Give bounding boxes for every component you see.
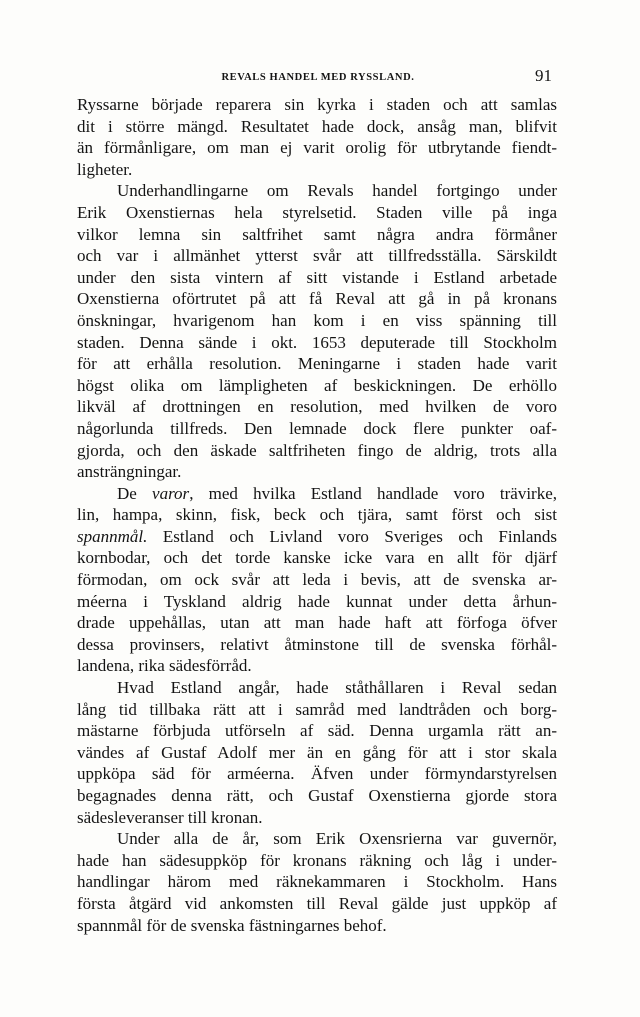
text-line: och var i allmänhet ytterst svår att tillfredsställa. Särskildt [77, 246, 557, 266]
text-line: staden. Denna sände i okt. 1653 deputerade till Stockholm [77, 332, 557, 352]
text-line [77, 483, 557, 505]
text-line: kornbodar, och det torde kanske icke vara en allt för djärf [77, 548, 557, 568]
text-line: förmodan, om ock svår att leda i bevis, att de svenska ar- [77, 570, 557, 590]
text-line [77, 526, 557, 548]
text-line: vändes af Gustaf Adolf mer än en gång för att i stor skala [77, 742, 557, 762]
paragraph [77, 677, 557, 828]
paragraph [77, 180, 557, 482]
text-line: lin, hampa, skinn, fisk, beck och tjära, samt först och sist [77, 505, 557, 525]
text-line: uppköpa säd för arméerna. Äfven under förmyndarstyrelsen [77, 764, 557, 784]
text-line: gjorda, och den äskade saltfriheten fingo de aldrig, trots alla [77, 440, 557, 460]
text-line: vilkor lemna sin saltfrihet samt några andra förmåner [77, 224, 557, 244]
italic-term: spannmål. [77, 526, 148, 546]
text-line: méerna i Tyskland aldrig hade kunnat under detta århun- [77, 591, 557, 611]
text-line: för att erhålla resolution. Meningarne i staden hade varit [77, 354, 557, 374]
italic-term: varor [152, 483, 190, 503]
text-line: någorlunda tillfreds. Den lemnade dock flere punkter oaf- [77, 418, 557, 438]
text-line: under den sista vintern af sitt vistande i Estland arbetade [77, 267, 557, 287]
text-line: önskningar, hvarigenom han kom i en viss spänning till [77, 310, 557, 330]
text-line: ansträngningar. [77, 462, 182, 482]
text-line: landena, rika sädesförråd. [77, 656, 252, 676]
text-line: Ryssarne började reparera sin kyrka i staden och att samlas [77, 95, 557, 114]
text-line: mästarne förbjuda utförseln af säd. Denna urgamla rätt an- [77, 721, 557, 741]
text-span: Estland och Livland voro Sveriges och Finlands [147, 526, 557, 546]
text-line: än förmånligare, om man ej varit orolig för utbrytande fiendt- [77, 138, 557, 158]
paragraph [77, 94, 557, 180]
running-head [78, 66, 558, 94]
text-line: dit i större mängd. Resultatet hade dock, ansåg man, blifvit [77, 116, 557, 136]
running-title: REVALS HANDEL MED RYSSLAND. [221, 72, 415, 83]
text-line: begagnades denna rätt, och Gustaf Oxenstierna gjorde stora [77, 786, 557, 805]
page-number: 91 [535, 66, 552, 85]
text-line: högst olika om lämpligheten af beskickningen. De erhöllo [77, 375, 557, 395]
text-line: Erik Oxenstiernas hela styrelsetid. Staden ville på inga [77, 202, 557, 222]
paragraph [77, 828, 557, 936]
text-line: Underhandlingarne om Revals handel fortgingo under [117, 181, 557, 201]
text-line: drade uppehållas, utan att man hade haft att förfoga öfver [77, 613, 557, 633]
text-line: dessa provinsers, relativt åtminstone till de svenska förhål- [77, 634, 557, 654]
text-line: spannmål för de svenska fästningarnes behof. [77, 915, 387, 935]
text-line: första åtgärd vid ankomsten till Reval gälde just uppköp af [77, 893, 557, 913]
text-line: lång tid tillbaka rätt att i samråd med landtråden och borg- [77, 699, 557, 719]
text-line: Hvad Estland angår, hade ståthållaren i Reval sedan [117, 678, 557, 698]
text-span: , med hvilka Estland handlade voro trävirke, [189, 483, 557, 503]
text-line: ligheter. [77, 159, 133, 179]
text-line: handlingar härom med räknekammaren i Stockholm. Hans [77, 872, 557, 892]
text-line: sädesleveranser till kronan. [77, 807, 263, 827]
text-line: Oxenstierna oförtrutet på att få Reval att gå in på kronans [77, 289, 557, 309]
text-span: De [117, 483, 153, 503]
text-line: hade han sädesuppköp för kronans räkning och låg i under- [77, 850, 557, 870]
text-line: likväl af drottningen en resolution, med hvilken de voro [77, 397, 557, 417]
paragraph [77, 483, 557, 677]
text-line: Under alla de år, som Erik Oxensrierna var guvernör, [117, 829, 557, 849]
body-text [77, 94, 557, 936]
